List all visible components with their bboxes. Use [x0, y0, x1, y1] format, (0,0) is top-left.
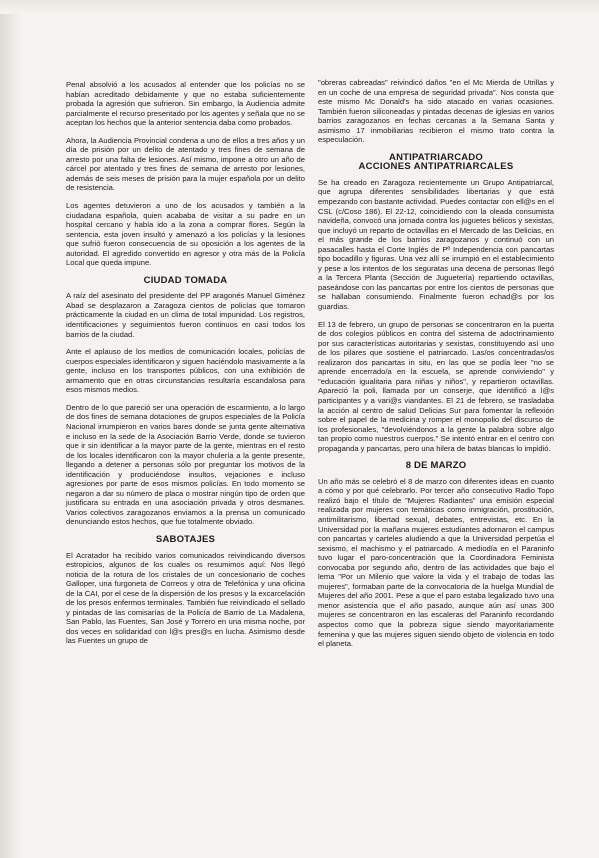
section-subheading-acciones: ACCIONES ANTIPATRIARCALES — [358, 161, 514, 173]
paragraph: "obreras cabreadas" reivindicó daños "en el Mc Mierda de Utrillas y en un coche de una empresa de seguridad privada". Nos consta que este mismo Mc Donald's ha sido atacado en varias ocasiones. También fueron siliconeadas y pintadas decenas de iglesias en varios barrios zaragozanos en fechas cercanas a la Semana Santa y asimismo 17 inmobiliarias recibieron el mismo trato contra la especulación. — [318, 78, 554, 145]
section-heading-sabotajes: SABOTAJES — [155, 533, 216, 545]
paragraph: Los agentes detuvieron a uno de los acusados y también a la ciudadana española, quien acababa de visitar a su padre en un hospital cercano y había ido a la zona a comprar flores. Según la sentencia, esta joven insultó y amenazó a los policías y la lesiones que sufrió fueron consecuencia de su oposición a los agentes de la autoridad. El agredido convertido en agresor y otra más de la Policía Local que queda impune. — [66, 201, 305, 268]
scan-shadow-top — [0, 0, 599, 14]
paragraph: Penal absolvió a los acusados al entender que los policías no se habían acreditado debidamente y que no estaba suficientemente probada la agresión que sufrieron. Sin embargo, la Audiencia admite parcialmente el recurso presentado por los agentes y señala que no se aceptan los hechos que la anterior sentencia daba como probados. — [66, 80, 305, 128]
paragraph: Ante el aplauso de los medios de comunicación locales, policías de cuerpos especiales identificaron y siguen haciéndolo masivamente a la gente, incluso en los transportes públicos, con una exhibición de armamento que en otras circunstancias resultaría escandalosa para esos mismos medios. — [66, 347, 305, 395]
right-column — [318, 78, 554, 657]
paragraph: Un año más se celebró el 8 de marzo con diferentes ideas en cuanto a cómo y por qué celebrarlo. Por tercer año consecutivo Radio Topo realizó bajo el título de "Mujeres Radiantes" una emisión especial realizada por mujeres con temáticas como inmigración, prostitución, antimilitarismo, libertad sexual, debates, entrevistas, etc. En la Universidad por la mañana mujeres estudiantes adornaron el campus con pancartas y carteles aludiendo a que la Universidad perpetúa el sexismo, el machismo y el patriarcado. A mediodía en el Paraninfo tuvo lugar el paro-concentración que la Coordinadora Feminista convocaba por segundo año, dentro de las actividades que bajo el lema "Por un Milenio que valore la vida y el trabajo de todas las mujeres", formaban parte de la convocatoria de la huelga Mundial de Mujeres del año 2001. Pese a que el paro estaba legalizado tuvo una menor asistencia que el año pasado, aunque aún así unas 300 mujeres se concentraron en las escaleras del Paraninfo recordando aspectos como que la pobreza sigue siendo mayoritariamente femenina y que las mujeres siguen siendo objeto de violencia en todo el planeta. — [318, 476, 554, 649]
paragraph: Se ha creado en Zaragoza recientemente un Grupo Antipatriarcal, que agrupa diferentes sensibilidades libertarias y que está empezando con bastante actividad. Puedes contactar con ell@s en el CSL (c/Coso 186). El 22-12, coincidiendo con la oleada consumista navideña, convocó una jornada contra los juguetes bélicos y sexistas, que incluyó un reparto de octavillas en el Mercado de las Delicias, en el más grande de los barrios zaragozanos y continuó con un pasacalles hasta el Corte Inglés de Pº Independencia con pancartas tipo bocadillo y figuras. Una vez allí se irrumpió en el establecimiento y pese a los intentos de los seguratas una decena de personas llegó a la Tercera Planta (Sección de Juguetería) repartiendo octavillas, paseándose con las pancartas por entre los cientos de personas que se hallaban consumiendo. Finalmente fueron echad@s por los guardias. — [318, 177, 554, 312]
paragraph: El 13 de febrero, un grupo de personas se concentraron en la puerta de dos colegios públicos en contra del sistema de adoctrinamiento por sus características autoritarias y sexistas, constituyendo así uno de los pilares que sostiene el patriarcado. Las/os concentradas/os realizaron dos pancartas in situ, en las que se podía leer "no se aprende encerrado/a en la escuela, se aprende conviviendo" y "educación igualitaria para niñas y niños", y repartieron octavillas. Apareció la poli, llamada por un conserje, que identificó a l@s participantes y a vari@s viandantes. El 21 de febrero, se trasladaba la acción al centro de salud Delicias Sur para fomentar la reflexión sobre el papel de la medicina y romper el monopolio del discurso de los profesionales, "devolviéndonos a la gente la palabra sobre algo tan propio como nuestros cuerpos." Se intentó entrar en el centro con propaganda y pancartas, pero una hilera de batas blancas lo impidió. — [318, 319, 554, 453]
paragraph: El Acratador ha recibido varios comunicados reivindicando diversos estropicios, algunos de los cuales os resumimos aquí: Nos llegó noticia de la rotura de los cristales de un concesionario de coches Galloper, una furgoneta de Correos y otra de Telefónica y una oficina de la CAI, por el cese de la dispersión de los presos y la excarcelación de los presos enfermos terminales. También fue reivindicado el sellado y pintadas de las comisarías de la Policía de Barrio de La Madalena, San Pablo, las Fuentes, San José y Torrero en una misma noche, por dos veces en solidaridad con l@s pres@s en lucha. Asimismo desde las Fuentes un grupo de — [66, 550, 305, 646]
paragraph: Dentro de lo que pareció ser una operación de escarmiento, a lo largo de dos fines de semana dotaciones de grupos especiales de la Policía Nacional irrumpieron en varios bares donde se junta gente alternativa e incluso en la sede de la Asociación Barrio Verde, donde se tuvieron que ir sin identificar a la mayor parte de la gente, mientras en el resto de los locales identificaron con la mayor chulería a la gente presente, llegando a detener a personas sólo por preguntar los motivos de la identificación y produciéndose insultos, vejaciones e incluso agresiones por parte de esos mismos policías. En todo momento se negaron a dar su número de placa o mostrar ningún tipo de orden que justificara su entrada en una asociación privada y otros desmanes. Varios colectivos zaragozanos enviamos a la prensa un comunicado denunciando estos hechos, que fue totalmente obviado. — [66, 402, 305, 527]
section-heading-8-de-marzo: 8 DE MARZO — [405, 460, 467, 472]
section-heading-antipatriarcado: ANTIPATRIARCADO — [389, 151, 483, 163]
section-heading-ciudad-tomada: CIUDAD TOMADA — [143, 274, 228, 286]
left-column — [66, 80, 305, 654]
scan-shadow-left — [0, 0, 22, 858]
paragraph: A raíz del asesinato del presidente del PP aragonés Manuel Giménez Abad se desplazaron a Zaragoza cientos de policías que tomaron prácticamente la ciudad en un clima de total impunidad. Los registros, identificaciones y seguimientos fueron continuos en casi todos los barrios de la ciudad. — [66, 291, 305, 339]
paragraph: Ahora, la Audiencia Provincial condena a uno de ellos a tres años y un día de prisión por un delito de atentado y tres fines de semana de arresto por una falta de lesiones. Así mismo, impone a otro un año de cárcel por atentado y tres fines de semana de arresto por lesiones, además de seis meses de prisión para la mujer española por un delito de resistencia. — [66, 135, 305, 193]
